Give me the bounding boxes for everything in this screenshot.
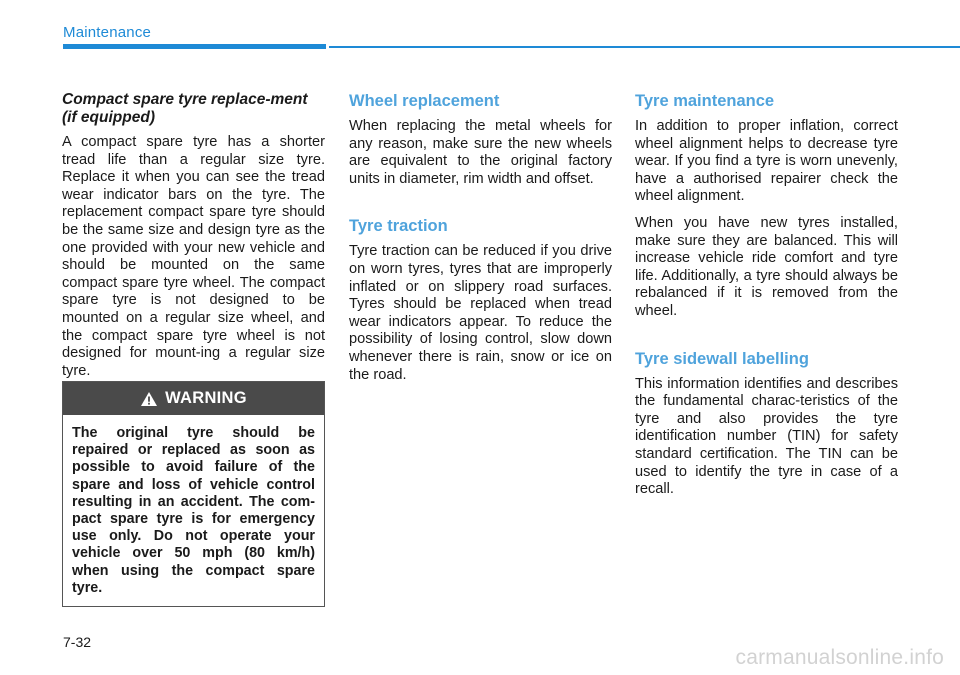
tyre-traction-heading: Tyre traction: [349, 217, 448, 236]
watermark: carmanualsonline.info: [735, 646, 944, 669]
tyre-maintenance-paragraph-2: When you have new tyres installed, make sure they are balanced. This will increase vehicle ride comfort and tyre life. Additionally, a tyre should always be rebalanced if it is removed from the wheel.: [635, 214, 898, 319]
warning-box: [62, 381, 325, 607]
warning-text: The original tyre should be repaired or replaced as soon as possible to avoid failure of the spare and loss of vehicle control resulting in an accident. The com-pact spare tyre is for emergency use only. Do not operate your vehicle over 50 mph (80 km/h) when using the compact spare tyre.: [72, 425, 315, 596]
column-1: [62, 88, 325, 389]
wheel-replacement-heading: Wheel replacement: [349, 92, 500, 110]
warning-triangle-icon: [140, 391, 158, 407]
compact-spare-paragraph: A compact spare tyre has a shorter tread life than a regular size tyre. Replace it when you can see the tread wear indicator bars on the tyre. The replacement compact spare tyre should be the same size and design tyre as the one provided with your new vehicle and should be mounted on the same compact spare tyre wheel. The compact spare tyre is not designed to be mounted on a regular size wheel, and the compact spare tyre wheel is not designed for mount-ing a regular size tyre.: [62, 134, 325, 379]
tyre-traction-paragraph: Tyre traction can be reduced if you drive on worn tyres, tyres that are improperly inflated or on slippery road surfaces. Tyres should be replaced when tread wear indicators appear. To reduce the possibility of losing control, slow down whenever there is rain, snow or ice on the road.: [349, 243, 612, 383]
page-number: 7-32: [63, 634, 92, 650]
column-2: [349, 88, 612, 393]
header-rule-thin: [329, 46, 960, 48]
compact-spare-heading: Compact spare tyre replace-ment (if equipped): [62, 91, 308, 126]
header-rule-thick: [63, 44, 326, 49]
tyre-sidewall-paragraph: This information identifies and describes the fundamental charac-teristics of the tyre and also provides the tyre identification number (TIN) for safety standard certification. The TIN can be used to identify the tyre in case of a recall.: [635, 375, 898, 498]
tyre-sidewall-heading: Tyre sidewall labelling: [635, 349, 809, 368]
warning-title: WARNING: [165, 389, 247, 407]
warning-header: [63, 382, 324, 415]
wheel-replacement-paragraph: When replacing the metal wheels for any reason, make sure the new wheels are equivalent to the original factory units in diameter, rim width and offset.: [349, 118, 612, 187]
tyre-maintenance-paragraph-1: In addition to proper inflation, correct wheel alignment helps to decrease tyre wear. If you find a tyre is worn unevenly, have a authorised repairer check the wheel alignment.: [635, 118, 898, 205]
section-title: Maintenance: [63, 24, 152, 41]
column-3: [635, 88, 898, 508]
tyre-maintenance-heading: Tyre maintenance: [635, 92, 775, 110]
